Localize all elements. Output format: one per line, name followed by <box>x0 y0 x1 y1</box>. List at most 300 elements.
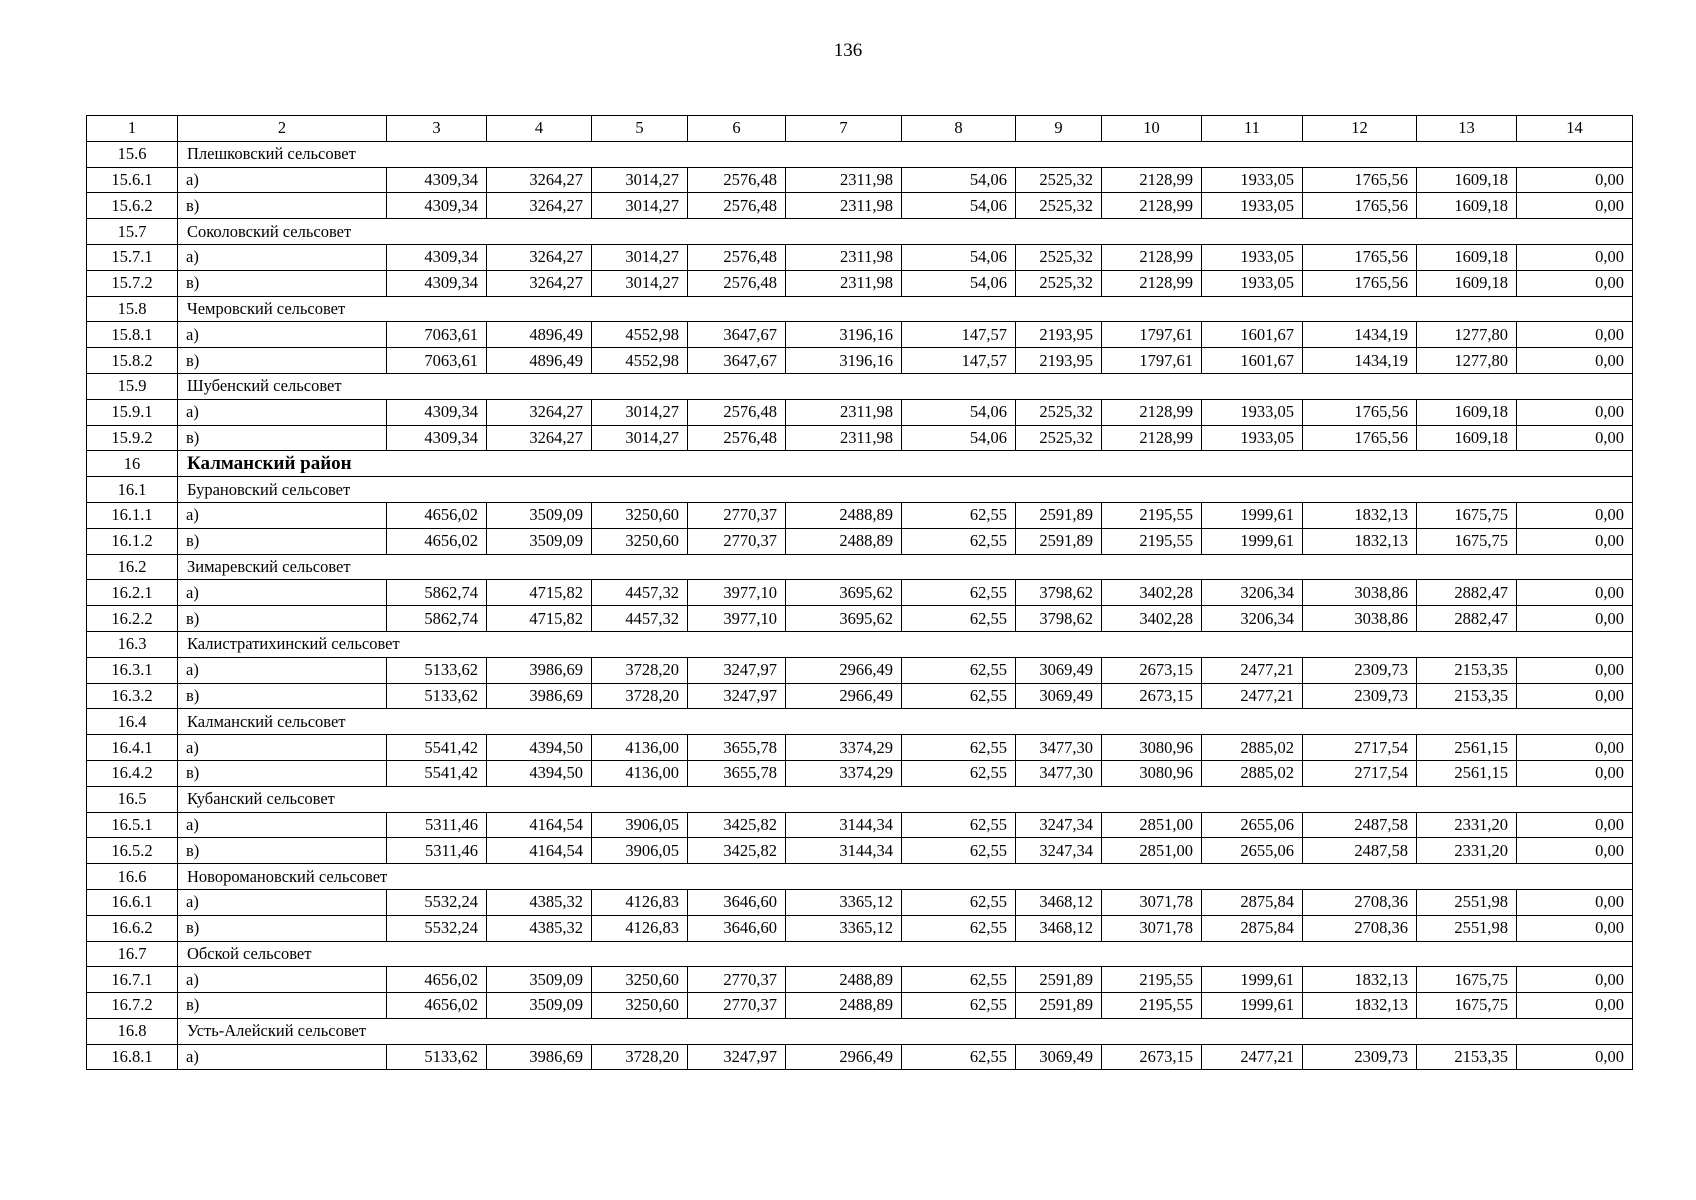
row-code: 16.5.2 <box>87 838 178 864</box>
row-code: 15.8 <box>87 296 178 322</box>
value-cell: 1609,18 <box>1417 425 1517 451</box>
value-cell: 2875,84 <box>1202 915 1303 941</box>
value-cell: 3374,29 <box>786 760 902 786</box>
value-cell: 2488,89 <box>786 967 902 993</box>
value-cell: 3196,16 <box>786 348 902 374</box>
value-cell: 4457,32 <box>592 606 688 632</box>
value-cell: 4309,34 <box>387 425 487 451</box>
value-cell: 3798,62 <box>1016 580 1102 606</box>
value-cell: 2488,89 <box>786 528 902 554</box>
value-cell: 4309,34 <box>387 193 487 219</box>
table-row <box>87 425 1633 451</box>
value-cell: 2128,99 <box>1102 270 1202 296</box>
value-cell: 0,00 <box>1517 1044 1633 1070</box>
value-cell: 3071,78 <box>1102 915 1202 941</box>
value-cell: 2311,98 <box>786 193 902 219</box>
value-cell: 2885,02 <box>1202 735 1303 761</box>
value-cell: 2311,98 <box>786 244 902 270</box>
value-cell: 2195,55 <box>1102 993 1202 1019</box>
value-cell: 1609,18 <box>1417 399 1517 425</box>
value-cell: 1675,75 <box>1417 993 1517 1019</box>
value-cell: 1832,13 <box>1303 502 1417 528</box>
row-code: 15.9.1 <box>87 399 178 425</box>
column-number-cell: 12 <box>1303 116 1417 142</box>
row-label: в) <box>178 348 387 374</box>
value-cell: 1797,61 <box>1102 348 1202 374</box>
row-label: в) <box>178 425 387 451</box>
column-number-cell: 7 <box>786 116 902 142</box>
value-cell: 62,55 <box>902 889 1016 915</box>
value-cell: 3247,97 <box>688 657 786 683</box>
value-cell: 62,55 <box>902 528 1016 554</box>
value-cell: 0,00 <box>1517 425 1633 451</box>
value-cell: 3425,82 <box>688 812 786 838</box>
value-cell: 3206,34 <box>1202 606 1303 632</box>
row-label: а) <box>178 812 387 838</box>
row-label: в) <box>178 528 387 554</box>
value-cell: 2195,55 <box>1102 502 1202 528</box>
value-cell: 3728,20 <box>592 657 688 683</box>
value-cell: 3247,34 <box>1016 838 1102 864</box>
table-row <box>87 502 1633 528</box>
column-number-cell: 5 <box>592 116 688 142</box>
row-label: а) <box>178 322 387 348</box>
value-cell: 1765,56 <box>1303 270 1417 296</box>
value-cell: 5311,46 <box>387 838 487 864</box>
value-cell: 3014,27 <box>592 193 688 219</box>
table-row <box>87 735 1633 761</box>
value-cell: 1765,56 <box>1303 167 1417 193</box>
value-cell: 62,55 <box>902 760 1016 786</box>
value-cell: 62,55 <box>902 993 1016 1019</box>
value-cell: 3728,20 <box>592 1044 688 1070</box>
settlement-name: Чемровский сельсовет <box>178 296 1633 322</box>
value-cell: 2195,55 <box>1102 967 1202 993</box>
value-cell: 7063,61 <box>387 348 487 374</box>
value-cell: 4309,34 <box>387 167 487 193</box>
value-cell: 2128,99 <box>1102 399 1202 425</box>
value-cell: 4896,49 <box>487 322 592 348</box>
value-cell: 2576,48 <box>688 244 786 270</box>
row-label: в) <box>178 606 387 632</box>
value-cell: 3206,34 <box>1202 580 1303 606</box>
settlement-name: Соколовский сельсовет <box>178 219 1633 245</box>
value-cell: 2576,48 <box>688 425 786 451</box>
value-cell: 3977,10 <box>688 580 786 606</box>
value-cell: 2770,37 <box>688 502 786 528</box>
row-label: а) <box>178 167 387 193</box>
value-cell: 2153,35 <box>1417 683 1517 709</box>
value-cell: 3250,60 <box>592 993 688 1019</box>
value-cell: 3646,60 <box>688 915 786 941</box>
value-cell: 1609,18 <box>1417 167 1517 193</box>
value-cell: 2525,32 <box>1016 425 1102 451</box>
value-cell: 5133,62 <box>387 657 487 683</box>
value-cell: 4552,98 <box>592 348 688 374</box>
value-cell: 54,06 <box>902 167 1016 193</box>
row-code: 16.5 <box>87 786 178 812</box>
value-cell: 4309,34 <box>387 244 487 270</box>
value-cell: 5862,74 <box>387 606 487 632</box>
value-cell: 3647,67 <box>688 348 786 374</box>
value-cell: 54,06 <box>902 193 1016 219</box>
settlement-name: Бурановский сельсовет <box>178 477 1633 503</box>
value-cell: 1765,56 <box>1303 244 1417 270</box>
table-row <box>87 580 1633 606</box>
value-cell: 0,00 <box>1517 606 1633 632</box>
row-label: а) <box>178 967 387 993</box>
value-cell: 3425,82 <box>688 838 786 864</box>
table-body <box>87 116 1633 1070</box>
value-cell: 3247,34 <box>1016 812 1102 838</box>
value-cell: 2673,15 <box>1102 683 1202 709</box>
settlement-row <box>87 941 1633 967</box>
value-cell: 0,00 <box>1517 993 1633 1019</box>
value-cell: 3069,49 <box>1016 1044 1102 1070</box>
value-cell: 1999,61 <box>1202 967 1303 993</box>
row-code: 16.1 <box>87 477 178 503</box>
value-cell: 3477,30 <box>1016 735 1102 761</box>
row-label: в) <box>178 193 387 219</box>
value-cell: 2153,35 <box>1417 657 1517 683</box>
value-cell: 62,55 <box>902 683 1016 709</box>
value-cell: 4457,32 <box>592 580 688 606</box>
value-cell: 0,00 <box>1517 167 1633 193</box>
value-cell: 1933,05 <box>1202 425 1303 451</box>
column-number-cell: 11 <box>1202 116 1303 142</box>
value-cell: 0,00 <box>1517 502 1633 528</box>
row-code: 16.2.2 <box>87 606 178 632</box>
value-cell: 5133,62 <box>387 1044 487 1070</box>
value-cell: 0,00 <box>1517 348 1633 374</box>
value-cell: 1601,67 <box>1202 348 1303 374</box>
row-label: в) <box>178 915 387 941</box>
value-cell: 2193,95 <box>1016 348 1102 374</box>
value-cell: 0,00 <box>1517 812 1633 838</box>
value-cell: 3468,12 <box>1016 915 1102 941</box>
settlement-row <box>87 864 1633 890</box>
table-row <box>87 167 1633 193</box>
value-cell: 2882,47 <box>1417 606 1517 632</box>
value-cell: 147,57 <box>902 322 1016 348</box>
value-cell: 1609,18 <box>1417 244 1517 270</box>
value-cell: 1999,61 <box>1202 993 1303 1019</box>
table-row <box>87 657 1633 683</box>
value-cell: 4394,50 <box>487 760 592 786</box>
value-cell: 1434,19 <box>1303 322 1417 348</box>
value-cell: 2561,15 <box>1417 760 1517 786</box>
value-cell: 147,57 <box>902 348 1016 374</box>
value-cell: 1933,05 <box>1202 244 1303 270</box>
column-number-row <box>87 116 1633 142</box>
settlement-row <box>87 296 1633 322</box>
value-cell: 3264,27 <box>487 193 592 219</box>
table-row <box>87 399 1633 425</box>
value-cell: 2331,20 <box>1417 838 1517 864</box>
value-cell: 2851,00 <box>1102 838 1202 864</box>
value-cell: 0,00 <box>1517 735 1633 761</box>
value-cell: 54,06 <box>902 244 1016 270</box>
value-cell: 0,00 <box>1517 270 1633 296</box>
value-cell: 4309,34 <box>387 270 487 296</box>
value-cell: 2525,32 <box>1016 167 1102 193</box>
value-cell: 3977,10 <box>688 606 786 632</box>
value-cell: 62,55 <box>902 657 1016 683</box>
value-cell: 1832,13 <box>1303 528 1417 554</box>
value-cell: 2717,54 <box>1303 760 1417 786</box>
value-cell: 1933,05 <box>1202 399 1303 425</box>
value-cell: 0,00 <box>1517 683 1633 709</box>
column-number-cell: 14 <box>1517 116 1633 142</box>
value-cell: 3196,16 <box>786 322 902 348</box>
value-cell: 3695,62 <box>786 606 902 632</box>
value-cell: 5311,46 <box>387 812 487 838</box>
value-cell: 4126,83 <box>592 915 688 941</box>
district-name: Калманский район <box>178 451 1633 477</box>
value-cell: 3071,78 <box>1102 889 1202 915</box>
value-cell: 3014,27 <box>592 244 688 270</box>
value-cell: 2561,15 <box>1417 735 1517 761</box>
row-label: а) <box>178 735 387 761</box>
value-cell: 3509,09 <box>487 967 592 993</box>
row-code: 16.7.2 <box>87 993 178 1019</box>
row-code: 15.6.2 <box>87 193 178 219</box>
tariff-table <box>86 115 1633 1070</box>
settlement-name: Калистратихинский сельсовет <box>178 631 1633 657</box>
value-cell: 3014,27 <box>592 167 688 193</box>
value-cell: 0,00 <box>1517 889 1633 915</box>
value-cell: 1797,61 <box>1102 322 1202 348</box>
value-cell: 0,00 <box>1517 244 1633 270</box>
table-row <box>87 244 1633 270</box>
value-cell: 3264,27 <box>487 425 592 451</box>
value-cell: 4656,02 <box>387 502 487 528</box>
value-cell: 0,00 <box>1517 657 1633 683</box>
value-cell: 0,00 <box>1517 915 1633 941</box>
value-cell: 2487,58 <box>1303 812 1417 838</box>
value-cell: 2311,98 <box>786 270 902 296</box>
table-row <box>87 322 1633 348</box>
value-cell: 0,00 <box>1517 193 1633 219</box>
value-cell: 3374,29 <box>786 735 902 761</box>
row-code: 15.9.2 <box>87 425 178 451</box>
value-cell: 54,06 <box>902 425 1016 451</box>
value-cell: 1832,13 <box>1303 967 1417 993</box>
row-code: 16.1.1 <box>87 502 178 528</box>
value-cell: 4656,02 <box>387 528 487 554</box>
settlement-row <box>87 373 1633 399</box>
row-label: а) <box>178 244 387 270</box>
value-cell: 3250,60 <box>592 502 688 528</box>
value-cell: 3080,96 <box>1102 735 1202 761</box>
value-cell: 3468,12 <box>1016 889 1102 915</box>
value-cell: 54,06 <box>902 399 1016 425</box>
table-row <box>87 812 1633 838</box>
column-number-cell: 4 <box>487 116 592 142</box>
value-cell: 2488,89 <box>786 993 902 1019</box>
value-cell: 2153,35 <box>1417 1044 1517 1070</box>
value-cell: 1675,75 <box>1417 967 1517 993</box>
value-cell: 3695,62 <box>786 580 902 606</box>
value-cell: 3264,27 <box>487 270 592 296</box>
table-row <box>87 348 1633 374</box>
value-cell: 2770,37 <box>688 993 786 1019</box>
row-code: 16.6.1 <box>87 889 178 915</box>
value-cell: 2311,98 <box>786 167 902 193</box>
row-label: в) <box>178 993 387 1019</box>
value-cell: 62,55 <box>902 1044 1016 1070</box>
value-cell: 2525,32 <box>1016 193 1102 219</box>
value-cell: 2128,99 <box>1102 244 1202 270</box>
value-cell: 2966,49 <box>786 657 902 683</box>
value-cell: 2477,21 <box>1202 1044 1303 1070</box>
value-cell: 3906,05 <box>592 812 688 838</box>
settlement-row <box>87 709 1633 735</box>
column-number-cell: 10 <box>1102 116 1202 142</box>
value-cell: 2885,02 <box>1202 760 1303 786</box>
column-number-cell: 3 <box>387 116 487 142</box>
value-cell: 5541,42 <box>387 735 487 761</box>
value-cell: 0,00 <box>1517 580 1633 606</box>
column-number-cell: 8 <box>902 116 1016 142</box>
row-code: 16.4.1 <box>87 735 178 761</box>
value-cell: 62,55 <box>902 502 1016 528</box>
value-cell: 0,00 <box>1517 399 1633 425</box>
value-cell: 4715,82 <box>487 606 592 632</box>
settlement-row <box>87 786 1633 812</box>
row-code: 16.2 <box>87 554 178 580</box>
settlement-row <box>87 219 1633 245</box>
settlement-name: Калманский сельсовет <box>178 709 1633 735</box>
value-cell: 62,55 <box>902 606 1016 632</box>
row-label: в) <box>178 270 387 296</box>
value-cell: 2717,54 <box>1303 735 1417 761</box>
value-cell: 2311,98 <box>786 425 902 451</box>
value-cell: 0,00 <box>1517 838 1633 864</box>
value-cell: 1609,18 <box>1417 193 1517 219</box>
value-cell: 3038,86 <box>1303 580 1417 606</box>
value-cell: 2966,49 <box>786 1044 902 1070</box>
value-cell: 3402,28 <box>1102 606 1202 632</box>
table-row <box>87 967 1633 993</box>
row-code: 16.3 <box>87 631 178 657</box>
row-code: 15.6.1 <box>87 167 178 193</box>
value-cell: 2770,37 <box>688 528 786 554</box>
value-cell: 62,55 <box>902 967 1016 993</box>
table-row <box>87 270 1633 296</box>
row-code: 15.8.1 <box>87 322 178 348</box>
value-cell: 3038,86 <box>1303 606 1417 632</box>
row-code: 15.9 <box>87 373 178 399</box>
value-cell: 2673,15 <box>1102 657 1202 683</box>
settlement-name: Усть-Алейский сельсовет <box>178 1018 1633 1044</box>
table-row <box>87 889 1633 915</box>
value-cell: 1933,05 <box>1202 193 1303 219</box>
value-cell: 2655,06 <box>1202 812 1303 838</box>
settlement-row <box>87 631 1633 657</box>
value-cell: 3144,34 <box>786 812 902 838</box>
value-cell: 2193,95 <box>1016 322 1102 348</box>
value-cell: 3264,27 <box>487 167 592 193</box>
value-cell: 0,00 <box>1517 760 1633 786</box>
row-code: 16 <box>87 451 178 477</box>
value-cell: 3509,09 <box>487 993 592 1019</box>
value-cell: 2591,89 <box>1016 993 1102 1019</box>
value-cell: 2576,48 <box>688 193 786 219</box>
value-cell: 3906,05 <box>592 838 688 864</box>
settlement-row <box>87 1018 1633 1044</box>
column-number-cell: 6 <box>688 116 786 142</box>
value-cell: 54,06 <box>902 270 1016 296</box>
value-cell: 2708,36 <box>1303 889 1417 915</box>
row-code: 16.3.2 <box>87 683 178 709</box>
value-cell: 3080,96 <box>1102 760 1202 786</box>
row-label: а) <box>178 1044 387 1070</box>
value-cell: 4309,34 <box>387 399 487 425</box>
table-row <box>87 838 1633 864</box>
row-label: а) <box>178 399 387 425</box>
value-cell: 3655,78 <box>688 760 786 786</box>
value-cell: 4896,49 <box>487 348 592 374</box>
row-code: 16.7.1 <box>87 967 178 993</box>
value-cell: 2195,55 <box>1102 528 1202 554</box>
settlement-name: Новоромановский сельсовет <box>178 864 1633 890</box>
value-cell: 3069,49 <box>1016 683 1102 709</box>
value-cell: 3477,30 <box>1016 760 1102 786</box>
value-cell: 1601,67 <box>1202 322 1303 348</box>
column-number-cell: 13 <box>1417 116 1517 142</box>
value-cell: 2309,73 <box>1303 1044 1417 1070</box>
row-code: 16.8 <box>87 1018 178 1044</box>
value-cell: 2882,47 <box>1417 580 1517 606</box>
value-cell: 62,55 <box>902 915 1016 941</box>
value-cell: 1933,05 <box>1202 167 1303 193</box>
row-code: 16.5.1 <box>87 812 178 838</box>
value-cell: 3365,12 <box>786 915 902 941</box>
settlement-row <box>87 477 1633 503</box>
value-cell: 1765,56 <box>1303 399 1417 425</box>
value-cell: 1277,80 <box>1417 322 1517 348</box>
value-cell: 2477,21 <box>1202 683 1303 709</box>
row-code: 15.8.2 <box>87 348 178 374</box>
value-cell: 2655,06 <box>1202 838 1303 864</box>
page-number: 136 <box>833 40 863 61</box>
value-cell: 1675,75 <box>1417 528 1517 554</box>
value-cell: 2477,21 <box>1202 657 1303 683</box>
value-cell: 5133,62 <box>387 683 487 709</box>
value-cell: 1434,19 <box>1303 348 1417 374</box>
value-cell: 1609,18 <box>1417 270 1517 296</box>
column-number-cell: 2 <box>178 116 387 142</box>
value-cell: 1832,13 <box>1303 993 1417 1019</box>
value-cell: 3144,34 <box>786 838 902 864</box>
value-cell: 2309,73 <box>1303 657 1417 683</box>
settlement-name: Обской сельсовет <box>178 941 1633 967</box>
value-cell: 4136,00 <box>592 735 688 761</box>
value-cell: 4385,32 <box>487 889 592 915</box>
value-cell: 5532,24 <box>387 889 487 915</box>
value-cell: 4394,50 <box>487 735 592 761</box>
table-row <box>87 760 1633 786</box>
row-code: 15.7.2 <box>87 270 178 296</box>
value-cell: 2128,99 <box>1102 167 1202 193</box>
row-label: в) <box>178 760 387 786</box>
value-cell: 0,00 <box>1517 322 1633 348</box>
value-cell: 3728,20 <box>592 683 688 709</box>
value-cell: 3646,60 <box>688 889 786 915</box>
value-cell: 4715,82 <box>487 580 592 606</box>
row-code: 16.8.1 <box>87 1044 178 1070</box>
